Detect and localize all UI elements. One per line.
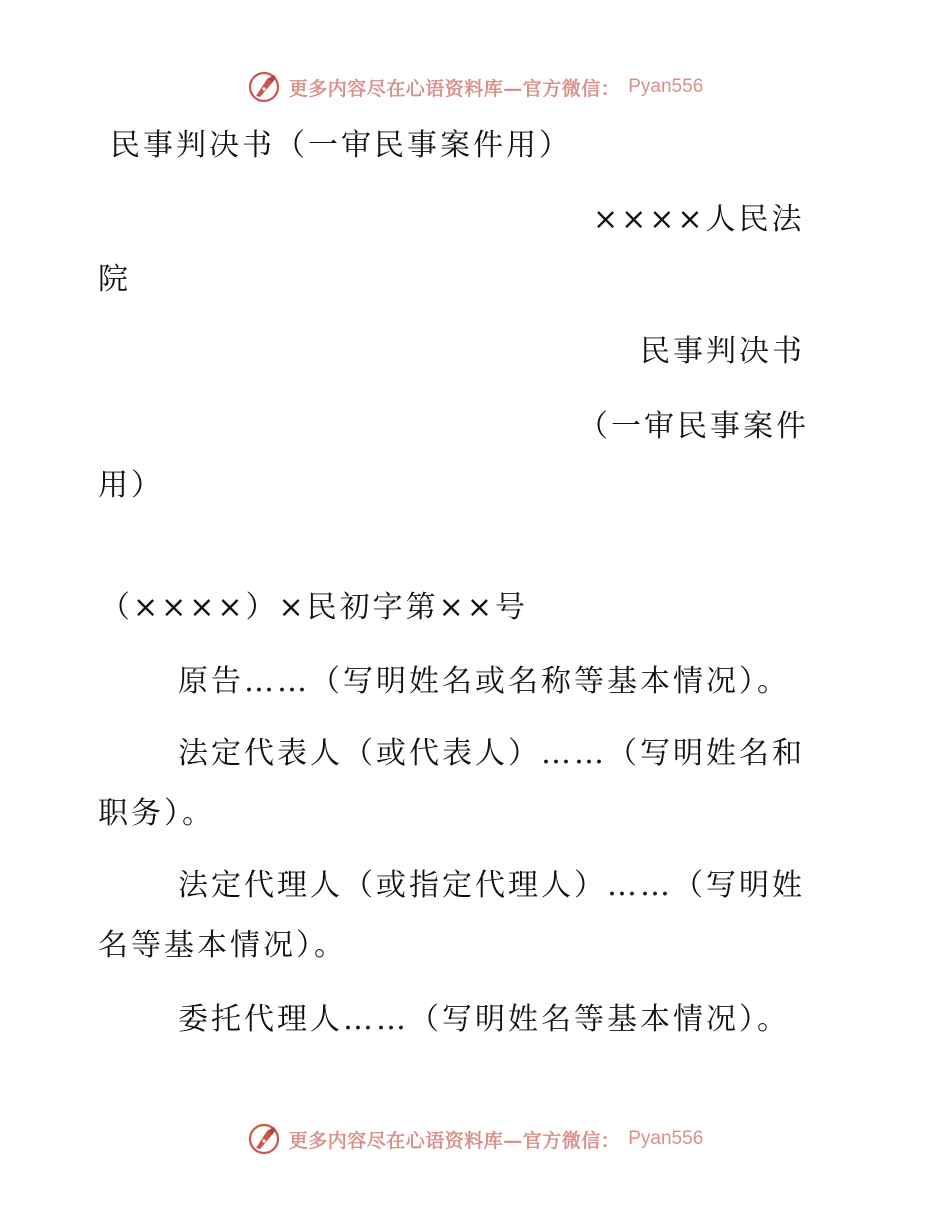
document-subtitle-line1: （一审民事案件 [578, 409, 809, 444]
watermark-text: 更多内容尽在心语资料库—官方微信： [288, 1129, 621, 1152]
pen-nib-icon [247, 70, 281, 104]
watermark-account: Pyan556 [628, 1128, 704, 1149]
court-name-line2: 院 [98, 262, 131, 297]
watermark-bottom [0, 1122, 950, 1156]
watermark-text: 更多内容尽在心语资料库—官方微信： [288, 77, 621, 100]
document-title: 民事判决书 [640, 334, 805, 369]
document-subtitle-line2: 用） [98, 468, 164, 503]
paragraph-legal-representative-line2: 职务）。 [98, 796, 215, 831]
paragraph-statutory-agent-line2: 名等基本情况）。 [98, 928, 347, 963]
court-name-line1: ××××人民法 [593, 202, 805, 237]
watermark-account: Pyan556 [628, 76, 704, 97]
paragraph-legal-representative-line1: 法定代表人（或代表人）……（写明姓名和 [178, 736, 805, 771]
pen-nib-icon [247, 1122, 281, 1156]
document-heading: 民事判决书（一审民事案件用） [110, 128, 572, 163]
case-number: （××××）×民初字第××号 [100, 590, 528, 625]
paragraph-entrusted-agent: 委托代理人……（写明姓名等基本情况）。 [178, 1002, 790, 1037]
watermark-top [0, 70, 950, 104]
paragraph-plaintiff: 原告……（写明姓名或名称等基本情况）。 [178, 664, 790, 699]
paragraph-statutory-agent-line1: 法定代理人（或指定代理人）……（写明姓 [178, 868, 805, 903]
